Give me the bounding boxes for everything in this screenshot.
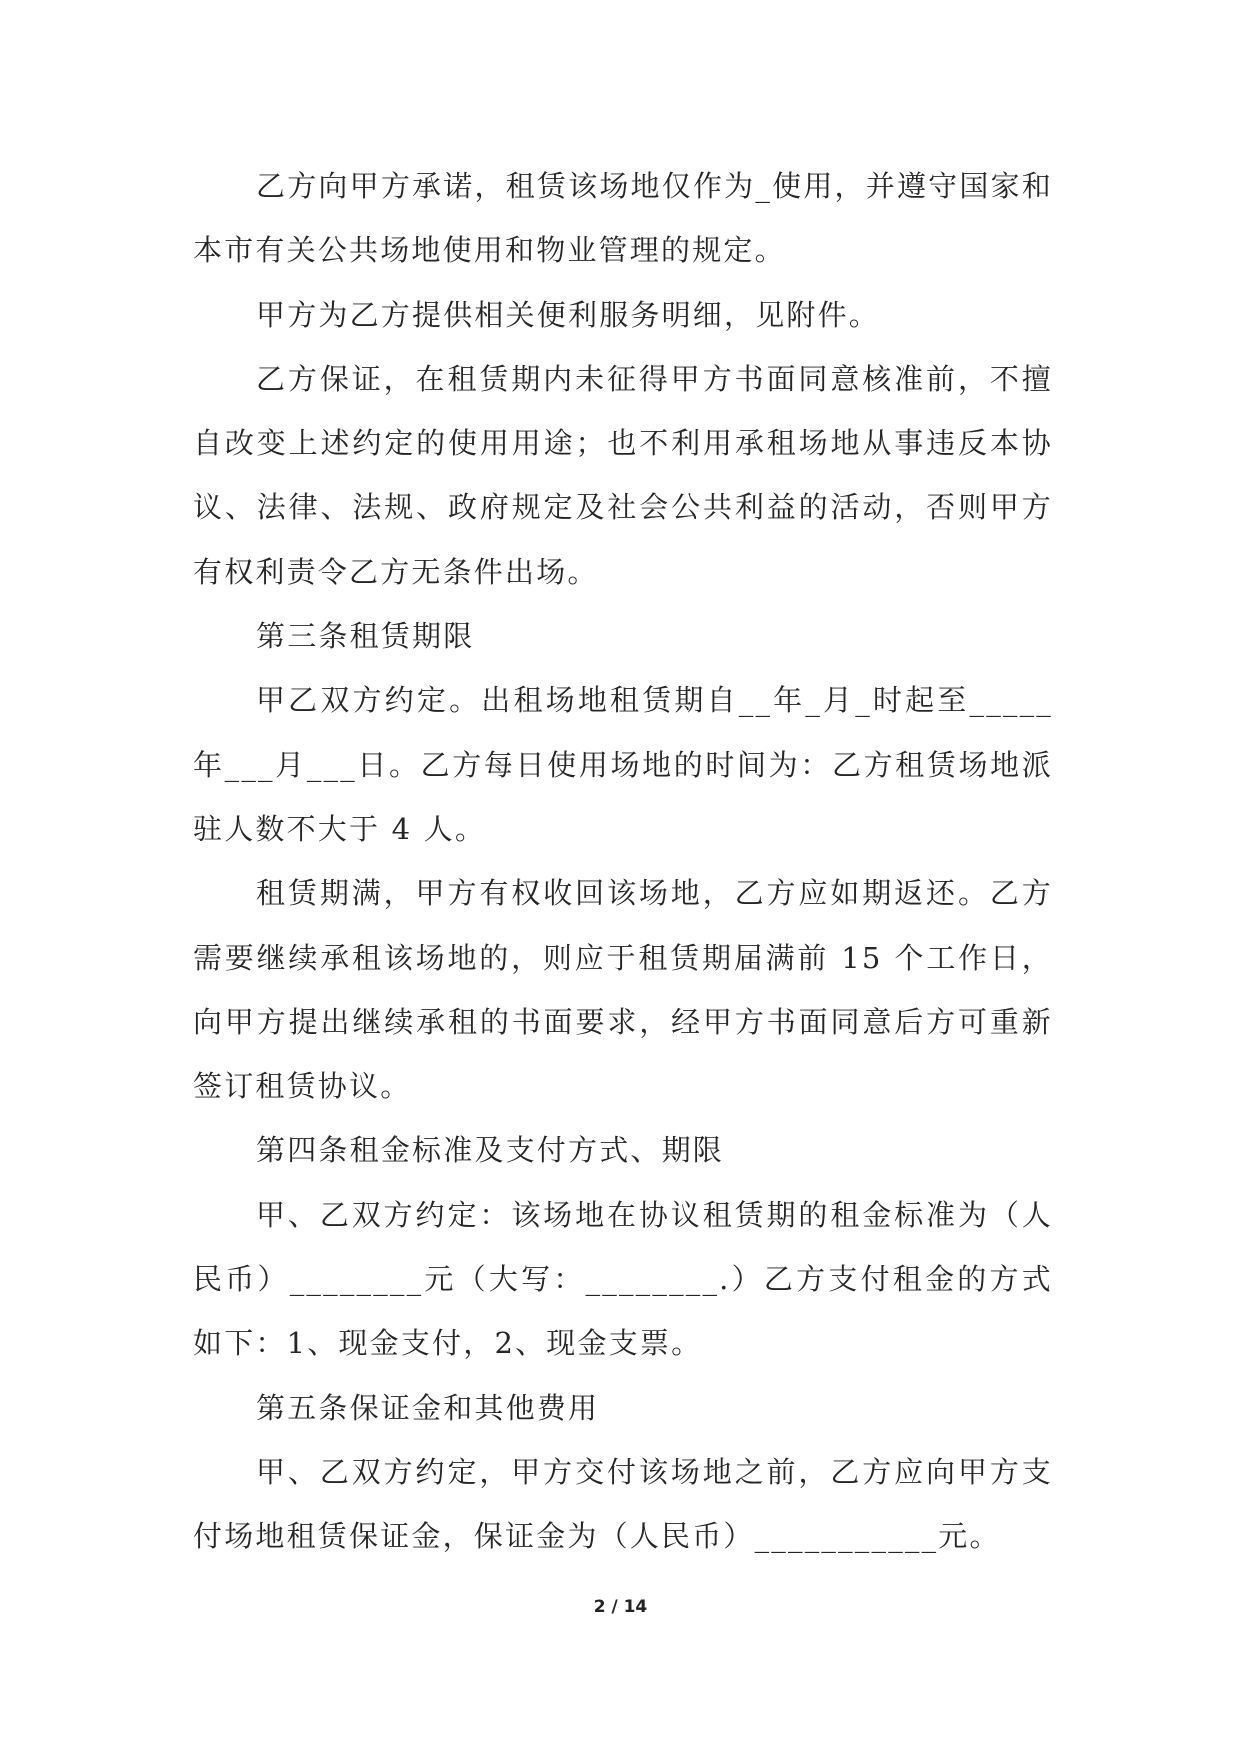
paragraph-services-appendix: 甲方为乙方提供相关便利服务明细，见附件。 <box>256 297 881 332</box>
section-heading-deposit: 第五条保证金和其他费用 <box>256 1390 600 1425</box>
paragraph-lease-period: 甲乙双方约定。出租场地租赁期自__年_月_时起至_____年___月___日。乙方每日使用场地的时间为：乙方租赁场地派驻人数不大于 4 人。 <box>193 683 1053 846</box>
paragraph-usage-guarantee: 乙方保证，在租赁期内未征得甲方书面同意核准前，不擅自改变上述约定的使用用途；也不利用承租场地从事违反本协议、法律、法规、政府规定及社会公共利益的活动，否则甲方有权利责令乙方无条件出场。 <box>193 361 1053 589</box>
paragraph-rent-standard: 甲、乙双方约定：该场地在协议租赁期的租金标准为（人民币）________元（大写：________.）乙方支付租金的方式如下：1、现金支付，2、现金支票。 <box>193 1197 1053 1361</box>
section-heading-lease-term: 第三条租赁期限 <box>256 619 475 654</box>
paragraph-lease-renewal: 租赁期满，甲方有权收回该场地，乙方应如期返还。乙方需要继续承租该场地的，则应于租赁期届满前 15 个工作日，向甲方提出继续承租的书面要求，经甲方书面同意后方可重新签订租赁协议。 <box>193 876 1053 1104</box>
page-number: 2 / 14 <box>593 1597 648 1617</box>
paragraph-deposit: 甲、乙双方约定，甲方交付该场地之前，乙方应向甲方支付场地租赁保证金，保证金为（人民币）___________元。 <box>193 1454 1053 1554</box>
section-heading-rent-payment: 第四条租金标准及支付方式、期限 <box>256 1133 725 1168</box>
document-body <box>193 154 1053 1569</box>
paragraph-usage-commitment: 乙方向甲方承诺，租赁该场地仅作为_使用，并遵守国家和本市有关公共场地使用和物业管理的规定。 <box>193 169 1053 268</box>
